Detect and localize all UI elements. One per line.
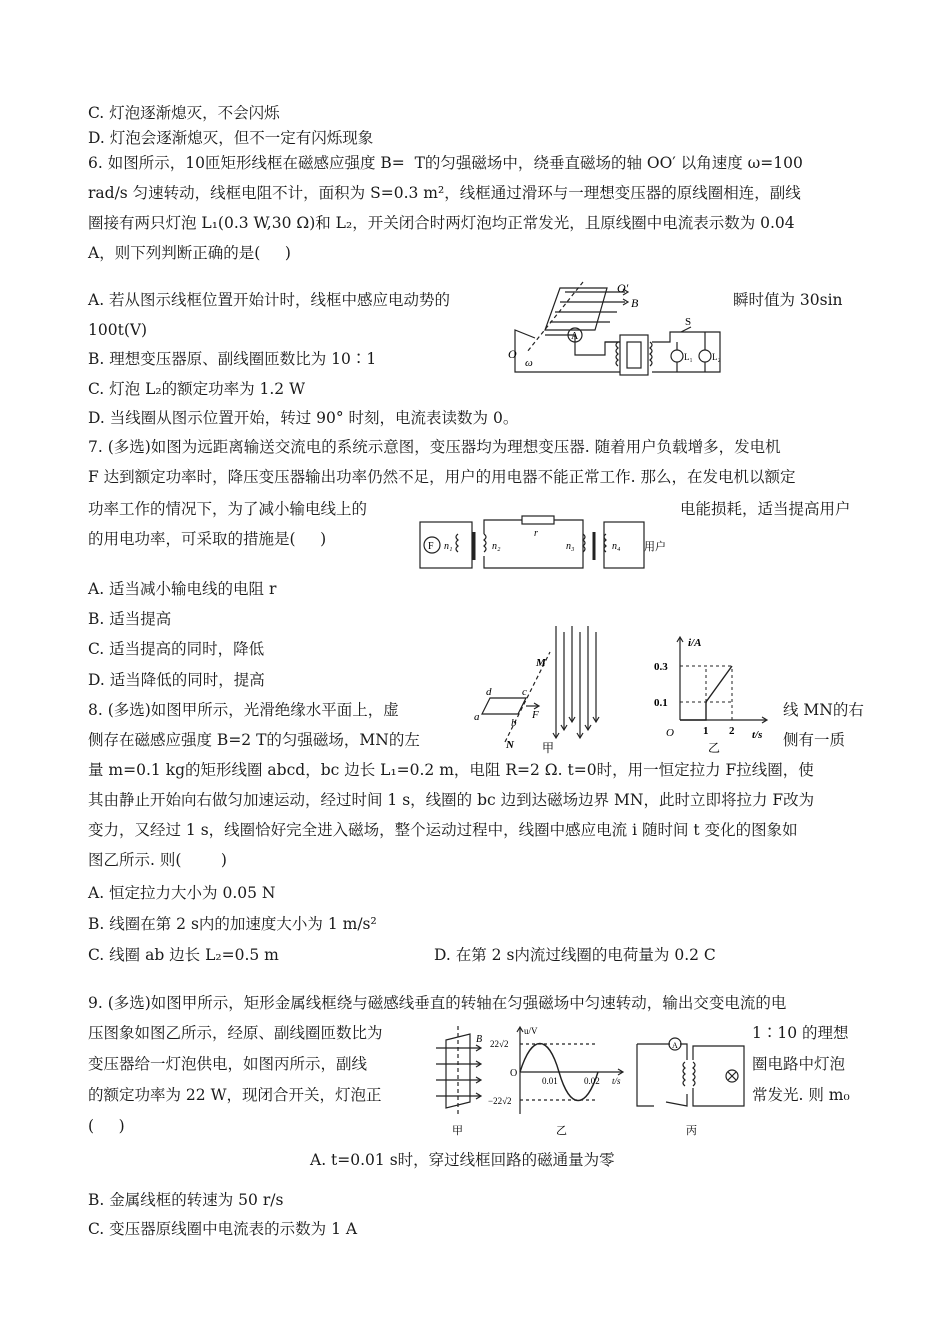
q8-chart-xlabel: t/s: [752, 729, 763, 741]
q8-stem-right-1: 线 MN的右: [783, 701, 864, 719]
q6-label-s: S: [685, 316, 692, 328]
text-line: C. 变压器原线圈中电流表的示数为 1 A: [88, 1220, 358, 1238]
q8-option-d: D. 在第 2 s内流过线圈的电荷量为 0.2 C: [434, 946, 716, 964]
q8-label-b: b: [511, 717, 517, 729]
q6-label-l2: L₂: [712, 352, 721, 362]
q8-chart-ylabel: i/A: [688, 637, 702, 649]
q9-peak-neg: −22√2: [488, 1096, 512, 1106]
text-line: 圈接有两只灯泡 L₁(0.3 W,30 Ω)和 L₂，开关闭合时两灯泡均正常发光，且原线圈中电流表示数为 0.04: [88, 214, 795, 232]
text-line: B. 适当提高: [88, 610, 172, 628]
x-tick-label: 2: [729, 725, 735, 737]
text-line: 100t(V): [88, 321, 148, 339]
q9-peak-pos: 22√2: [490, 1039, 509, 1049]
y-tick-label: 0.3: [654, 661, 668, 673]
text-line: D. 当线圈从图示位置开始，转过 90° 时刻，电流表读数为 0。: [88, 409, 519, 427]
q9-stem-right-2: 圈电路中灯泡: [752, 1055, 846, 1073]
q8-caption-jia: 甲: [542, 741, 555, 754]
q8-label-c: c: [522, 686, 527, 698]
text-line: 6. 如图所示，10匝矩形线框在磁感应强度 B= T的匀强磁场中，绕垂直磁场的轴 OO′ 以角速度 ω=100: [88, 154, 803, 172]
x-tick-label: 1: [703, 725, 709, 737]
text-line: D. 适当降低的同时，提高: [88, 671, 265, 689]
q9-origin: O: [510, 1068, 518, 1079]
q8-label-n: N: [506, 739, 514, 751]
y-tick-label: 0.1: [654, 697, 668, 709]
q9-ylabel: u/V: [524, 1026, 538, 1036]
q9-option-a: A. t=0.01 s时，穿过线框回路的磁通量为零: [310, 1151, 615, 1169]
text-line: 功率工作的情况下，为了减小输电线上的: [88, 500, 368, 518]
text-line: B. 金属线框的转速为 50 r/s: [88, 1191, 284, 1209]
q6-option-a-continued: 瞬时值为 30sin: [733, 291, 843, 309]
text-line: A. 恒定拉力大小为 0.05 N: [88, 884, 276, 902]
q6-label-b: B: [631, 296, 639, 310]
text-line: 8. (多选)如图甲所示，光滑绝缘水平面上，虚: [88, 701, 399, 719]
q7-label-user: 用户: [644, 541, 666, 553]
q9-stem-right-1: 1∶10 的理想: [752, 1024, 849, 1042]
text-line: B. 理想变压器原、副线圈匝数比为 10∶1: [88, 350, 377, 368]
text-line: 图乙所示. 则( ): [88, 851, 227, 869]
text-line: 压图象如图乙所示，经原、副线圈匝数比为: [88, 1024, 383, 1042]
q8-chart-yi: [648, 628, 778, 754]
q8-label-a: a: [474, 711, 480, 723]
q7-stem-continued: 电能损耗，适当提高用户: [680, 500, 851, 518]
text-line: 9. (多选)如图甲所示，矩形金属线框绕与磁感线垂直的转轴在匀强磁场中匀速转动，输出交变电流的电: [88, 994, 787, 1012]
q8-figure-jia: [470, 622, 610, 754]
q9-tick-001: 0.01: [542, 1076, 558, 1086]
q8-caption-yi: 乙: [708, 741, 721, 754]
text-line: B. 线圈在第 2 s内的加速度大小为 1 m/s²: [88, 915, 377, 933]
q9-ammeter-label: A: [672, 1041, 678, 1050]
text-line: C. 适当提高的同时，降低: [88, 640, 265, 658]
q6-label-o-prime: O′: [617, 281, 629, 295]
text-line: A. 适当减小输电线的电阻 r: [88, 580, 277, 598]
text-line: 变压器给一灯泡供电，如图丙所示，副线: [88, 1055, 368, 1073]
q6-label-l1: L₁: [684, 352, 693, 362]
text-line: ( ): [88, 1117, 125, 1135]
q6-label-omega: ω: [525, 357, 533, 369]
text-line: D. 灯泡会逐渐熄灭，但不一定有闪烁现象: [88, 129, 374, 147]
q7-label-f: F: [428, 541, 434, 552]
text-line: A，则下列判断正确的是( ): [88, 244, 291, 262]
text-line: 7. (多选)如图为远距离输送交流电的系统示意图，变压器均为理想变压器. 随着用户负载增多，发电机: [88, 438, 781, 456]
text-line: 量 m=0.1 kg的矩形线圈 abcd，bc 边长 L₁=0.2 m，电阻 R=2 Ω. t=0时，用一恒定拉力 F拉线圈，使: [88, 761, 814, 779]
text-line: rad/s 匀速转动，线框电阻不计，面积为 S=0.3 m²，线框通过滑环与一理想变压器的原线圈相连，副线: [88, 184, 801, 202]
q9-caption-bing: 丙: [686, 1125, 697, 1137]
q9-label-b: B: [476, 1034, 483, 1045]
q8-stem-right-2: 侧有一质: [783, 731, 846, 749]
q9-stem-right-3: 常发光. 则 m₀: [752, 1086, 850, 1104]
text-line: 其由静止开始向右做匀加速运动，经过时间 1 s，线圈的 bc 边到达磁场边界 MN，此时立即将拉力 F改为: [88, 791, 815, 809]
q7-label-n1: n₁: [444, 541, 453, 552]
q8-label-d: d: [486, 686, 492, 698]
q7-label-n4: n₄: [612, 541, 621, 552]
q8-label-m: M: [536, 657, 546, 669]
text-line: C. 线圈 ab 边长 L₂=0.5 m: [88, 946, 279, 964]
text-line: 的用电功率，可采取的措施是( ): [88, 530, 327, 548]
q6-ammeter-label: A: [571, 331, 579, 342]
text-line: F 达到额定功率时，降压变压器输出功率仍然不足，用户的用电器不能正常工作. 那么，在发电机以额定: [88, 468, 796, 486]
q7-label-n2: n₂: [492, 541, 501, 552]
q7-figure: [418, 508, 668, 572]
q9-caption-jia: 甲: [452, 1125, 463, 1137]
q8-chart-origin: O: [666, 727, 674, 739]
q8-label-f: F: [532, 709, 539, 721]
text-line: A. 若从图示线框位置开始计时，线框中感应电动势的: [88, 291, 451, 309]
q9-figure: [432, 1024, 750, 1140]
q6-label-o: O: [508, 347, 517, 361]
q7-label-r: r: [534, 528, 538, 539]
text-line: C. 灯泡 L₂的额定功率为 1.2 W: [88, 380, 306, 398]
text-line: 侧存在磁感应强度 B=2 T的匀强磁场，MN的左: [88, 731, 420, 749]
text-line: C. 灯泡逐渐熄灭，不会闪烁: [88, 104, 280, 122]
q9-xlabel: t/s: [612, 1076, 621, 1086]
q9-caption-yi: 乙: [556, 1125, 567, 1137]
q6-figure: [505, 280, 730, 385]
q7-label-n3: n₃: [566, 541, 575, 552]
q9-tick-002: 0.02: [584, 1076, 600, 1086]
text-line: 变力，又经过 1 s，线圈恰好完全进入磁场，整个运动过程中，线圈中感应电流 i 随时间 t 变化的图象如: [88, 821, 798, 839]
text-line: 的额定功率为 22 W，现闭合开关，灯泡正: [88, 1086, 382, 1104]
